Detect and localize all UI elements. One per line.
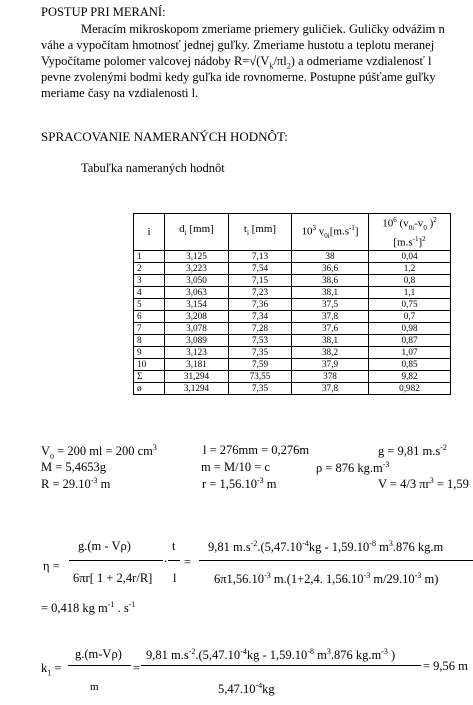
cell-time: 7,35 [229, 347, 292, 359]
cell-velocity: 38,1 [292, 335, 369, 347]
cell-velocity: 37,5 [292, 299, 369, 311]
cell-variance: 9,82 [369, 371, 451, 383]
given-m: m = M/10 = c [201, 460, 270, 474]
header-d: $d_i$ [mm] [165, 214, 229, 251]
cell-diameter: 3,050 [165, 275, 229, 287]
eta-equals: = [184, 555, 192, 569]
k1-denominator-2: $5,47.10^{-4}kg$ [218, 681, 275, 697]
cell-velocity: 37,6 [292, 323, 369, 335]
cell-time: 7,59 [229, 359, 292, 371]
cell-variance: 0,8 [369, 275, 451, 287]
cell-time: 7,53 [229, 335, 292, 347]
given-g: g = 9,81 $m.s^{-2}$ [378, 443, 447, 459]
cell-time: 73,55 [229, 371, 292, 383]
cell-variance: 1,1 [369, 287, 451, 299]
cell-variance: 0,7 [369, 311, 451, 323]
cell-velocity: 378 [292, 371, 369, 383]
header-t: $t_i$ [mm] [229, 214, 292, 251]
k1-lhs: $k_1$ = [41, 661, 62, 678]
table-row [134, 251, 451, 263]
given-M: M = 5,4653g [41, 460, 107, 474]
k1-result: = 9,56 m [423, 659, 468, 673]
k1-fraction-bar-2 [141, 665, 421, 666]
cell-time: 7,35 [229, 383, 292, 395]
procedure-line-3: Vypočítame polomer valcovej nádoby $R=√(V_k/\pi l_2)$ a odmeriame vzdialenosť l [41, 54, 432, 71]
cell-index: 9 [134, 347, 165, 359]
eta-fraction-bar-2 [168, 560, 180, 561]
table-row [134, 299, 451, 311]
k1-fraction-bar-1 [68, 665, 131, 666]
cell-variance: 0,75 [369, 299, 451, 311]
cell-variance: 1,2 [369, 263, 451, 275]
cell-diameter: 3,181 [165, 359, 229, 371]
table-caption: Tabuľka nameraných hodnôt [81, 161, 225, 175]
cell-diameter: 3,078 [165, 323, 229, 335]
cell-time: 7,13 [229, 251, 292, 263]
procedure-line-5: meriame časy na vzdialenosti l. [41, 86, 199, 100]
cell-velocity: 38,1 [292, 287, 369, 299]
cell-time: 7,54 [229, 263, 292, 275]
eta-numerator-1: g.(m - Vρ) [78, 539, 131, 553]
given-r: $r = 1,56.10^{-3}$ m [202, 476, 277, 492]
cell-index: 10 [134, 359, 165, 371]
procedure-line-1: Meracím mikroskopom zmeriame priemery guličiek. Guličky odvážim n [81, 22, 445, 36]
eta-denominator-3: $6\pi 1,56.10^{-3}$ m.(1+2,4. $1,56.10^{-3}$ $m/29.10^{-3}$ m) [214, 571, 439, 587]
eta-lhs: η = [43, 559, 60, 573]
table-row [134, 335, 451, 347]
procedure-line-4: pevne zvolenými bodmi kedy guľka ide rovnomerne. Postupne púšťame guľky [41, 70, 436, 84]
section-heading-processing: SPRACOVANIE NAMERANÝCH HODNÔT: [41, 129, 288, 144]
cell-velocity: 37,8 [292, 383, 369, 395]
k1-equals: = [133, 661, 141, 675]
cell-diameter: 3,1294 [165, 383, 229, 395]
cell-velocity: 38,6 [292, 275, 369, 287]
cell-velocity: 36,6 [292, 263, 369, 275]
cell-time: 7,36 [229, 299, 292, 311]
cell-diameter: 3,154 [165, 299, 229, 311]
given-l: l = 276mm = 0,276m [203, 443, 310, 457]
procedure-line-2: váhe a vypočítam hmotnosť jednej guľky. Zmeriame hustotu a teplotu meranej [41, 38, 435, 52]
eta-denominator-2: l [173, 571, 177, 585]
given-v0: $V_o = 200$ ml = 200 $cm^3$ [41, 443, 157, 461]
cell-variance: 0,04 [369, 251, 451, 263]
header-i: i [134, 214, 165, 251]
cell-time: 7,28 [229, 323, 292, 335]
cell-index: 4 [134, 287, 165, 299]
k1-numerator-2: 9,81 $m.s^{-2}.(5,47.10^{-4}kg - 1,59.10^{-8}$ $m^3.876$ $kg.m^{-3}$ ) [146, 647, 396, 663]
cell-time: 7,15 [229, 275, 292, 287]
cell-index: 2 [134, 263, 165, 275]
given-V: V = 4/3 $\pi r^3 = 1,59$ [378, 476, 469, 492]
section-heading-procedure: POSTUP PRI MERANÍ: [41, 5, 166, 19]
given-rho: ρ = 876 $kg.m^{-3}$ [316, 460, 390, 476]
k1-denominator-1: m [90, 681, 99, 693]
cell-index: 3 [134, 275, 165, 287]
cell-diameter: 31,294 [165, 371, 229, 383]
cell-velocity: 37,8 [292, 311, 369, 323]
cell-velocity: 38,2 [292, 347, 369, 359]
table-row [134, 263, 451, 275]
eta-fraction-bar-3 [199, 560, 473, 561]
cell-variance: 0,85 [369, 359, 451, 371]
eta-numerator-2: t [172, 539, 176, 553]
cell-index: ø [134, 383, 165, 395]
given-R: $R = 29.10^{-3}$ m [41, 476, 111, 492]
eta-dot: . [164, 551, 168, 565]
eta-fraction-bar-1 [69, 560, 163, 561]
table-row [134, 371, 451, 383]
cell-time: 7,34 [229, 311, 292, 323]
cell-diameter: 3,208 [165, 311, 229, 323]
cell-diameter: 3,123 [165, 347, 229, 359]
table-row [134, 287, 451, 299]
cell-diameter: 3,089 [165, 335, 229, 347]
cell-variance: 0,982 [369, 383, 451, 395]
eta-result: = 0,418 kg $m^{-1}$ . $s^{-1}$ [41, 600, 136, 616]
eta-denominator-1: 6πr[ 1 + 2,4r/R] [73, 571, 153, 585]
table-row [134, 311, 451, 323]
cell-velocity: 38 [292, 251, 369, 263]
measurement-table [133, 213, 451, 395]
k1-numerator-1: g.(m-Vρ) [75, 647, 122, 661]
cell-time: 7,23 [229, 287, 292, 299]
cell-index: 8 [134, 335, 165, 347]
table-row [134, 275, 451, 287]
table-row [134, 383, 451, 395]
cell-variance: 0,87 [369, 335, 451, 347]
header-variance: $10^6$ ($v_{0i}-v_0$ )$^2$ $[m.s^{-1}]^2$ [369, 214, 451, 251]
cell-velocity: 37,9 [292, 359, 369, 371]
table-row [134, 359, 451, 371]
cell-index: 7 [134, 323, 165, 335]
cell-variance: 0,98 [369, 323, 451, 335]
cell-diameter: 3,223 [165, 263, 229, 275]
cell-diameter: 3,063 [165, 287, 229, 299]
cell-index: 1 [134, 251, 165, 263]
eta-numerator-3: 9,81 $m.s^{-2}.(5,47.10^{-4}kg - 1,59.10^{-8}$ $m^3.876$ kg.m [208, 539, 444, 555]
cell-index: Σ [134, 371, 165, 383]
cell-index: 6 [134, 311, 165, 323]
table-row [134, 347, 451, 359]
table-header-row [134, 214, 451, 251]
table-row [134, 323, 451, 335]
cell-diameter: 3,125 [165, 251, 229, 263]
header-v0: $10^3$ $v_{0i}[m.s^{-1}]$ [292, 214, 369, 251]
cell-variance: 1,07 [369, 347, 451, 359]
cell-index: 5 [134, 299, 165, 311]
